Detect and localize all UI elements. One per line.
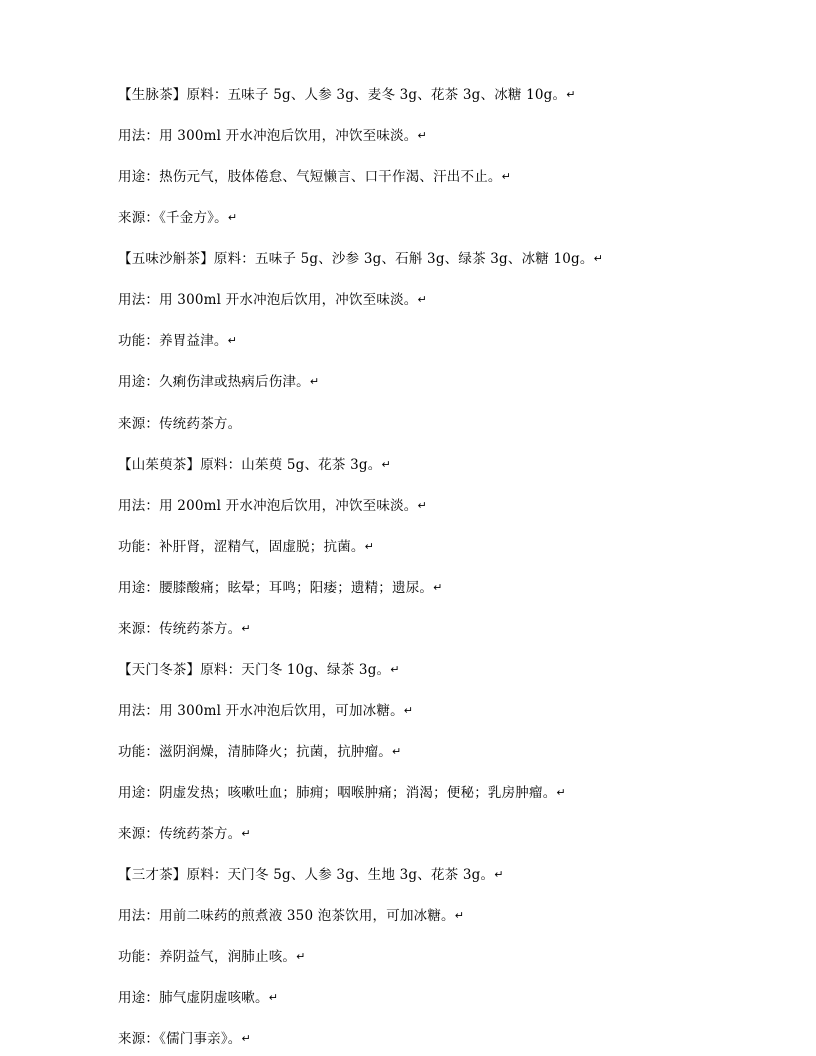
paragraph [118,86,720,106]
paragraph-mark: ↵ [417,293,427,307]
paragraph-text: 用法：用 200ml 开水冲泡后饮用，冲饮至味淡。 [118,497,418,514]
paragraph-text: 用法：用前二味药的煎煮液 350 泡茶饮用，可加冰糖。 [118,908,455,925]
paragraph-mark: ↵ [433,580,443,594]
paragraph-mark: ↵ [593,252,604,266]
paragraph-text: 来源：传统药茶方。 [118,415,242,432]
paragraph-text: 用途：热伤元气，肢体倦怠、气短懒言、口干作渴、汗出不止。 [118,169,502,186]
paragraph [118,1030,720,1050]
paragraph-text: 功能：养阴益气，润肺止咳。 [118,949,297,966]
paragraph-text: 用途：腰膝酸痛；眩晕；耳鸣；阳痿；遗精；遗尿。 [118,579,434,596]
paragraph [118,989,720,1009]
paragraph-mark: ↵ [494,868,504,882]
paragraph [118,291,720,311]
paragraph-text: 【生脉茶】原料：五味子 5g、人参 3g、麦冬 3g、花茶 3g、冰糖 10g。 [118,87,567,103]
paragraph [118,332,720,352]
paragraph-mark: ↵ [309,375,320,389]
paragraph-mark: ↵ [566,88,576,101]
paragraph-text: 来源：传统药茶方。 [118,826,242,843]
paragraph-text: 用途：阴虚发热；咳嗽吐血；肺痈；咽喉肿痛；消渴；便秘；乳房肿瘤。 [118,785,557,802]
paragraph-text: 来源：《千金方》。 [118,210,228,227]
paragraph-mark: ↵ [227,334,238,348]
paragraph-text: 【天门冬茶】原料：天门冬 10g、绿茶 3g。 [118,661,391,678]
paragraph-text: 功能：补肝肾，涩精气，固虚脱；抗菌。 [118,538,365,555]
paragraph-mark: ↵ [501,170,512,184]
paragraph-text: 来源：传统药茶方。 [118,620,242,637]
paragraph [118,866,720,886]
paragraph [118,415,720,435]
paragraph-mark: ↵ [392,745,402,758]
paragraph-mark: ↵ [241,1032,251,1046]
paragraph [118,661,720,681]
paragraph-mark: ↵ [390,662,400,676]
paragraph-text: 用途：久痢伤津或热病后伤津。 [118,374,310,391]
paragraph [118,743,720,763]
document-body [118,86,720,1050]
paragraph-mark: ↵ [364,539,375,553]
paragraph-text: 用途：肺气虚阴虚咳嗽。 [118,990,269,1007]
paragraph-mark: ↵ [417,129,427,143]
paragraph [118,373,720,393]
paragraph-mark: ↵ [241,827,251,841]
paragraph [118,168,720,188]
paragraph-text: 【山茱萸茶】原料：山茱萸 5g、花茶 3g。 [118,456,382,473]
paragraph-mark: ↵ [227,211,238,225]
paragraph-mark: ↵ [268,991,279,1005]
paragraph [118,784,720,804]
paragraph [118,538,720,558]
paragraph-text: 用法：用 300ml 开水冲泡后饮用，冲饮至味淡。 [118,292,418,309]
paragraph-mark: ↵ [556,786,566,800]
paragraph [118,907,720,927]
paragraph [118,456,720,476]
paragraph-mark: ↵ [454,909,465,923]
paragraph-mark: ↵ [403,703,414,717]
paragraph-mark: ↵ [296,950,306,964]
paragraph [118,579,720,599]
paragraph [118,209,720,229]
paragraph-text: 【五味沙斛茶】原料：五味子 5g、沙参 3g、石斛 3g、绿茶 3g、冰糖 10g。 [118,251,594,268]
paragraph [118,127,720,147]
paragraph [118,825,720,845]
paragraph [118,948,720,968]
paragraph [118,250,720,270]
paragraph [118,497,720,517]
paragraph [118,702,720,722]
paragraph-text: 【三才茶】原料：天门冬 5g、人参 3g、生地 3g、花茶 3g。 [118,867,495,884]
paragraph-mark: ↵ [381,457,391,471]
paragraph-mark: ↵ [241,621,251,635]
paragraph-text: 来源：《儒门事亲》。 [118,1031,242,1048]
paragraph-text: 用法：用 300ml 开水冲泡后饮用，可加冰糖。 [118,702,404,719]
paragraph-text: 功能：养胃益津。 [118,333,228,350]
paragraph-mark: ↵ [417,498,427,512]
paragraph [118,620,720,640]
paragraph-text: 用法：用 300ml 开水冲泡后饮用，冲饮至味淡。 [118,128,418,145]
paragraph-text: 功能：滋阴润燥，清肺降火；抗菌，抗肿瘤。 [118,744,392,760]
